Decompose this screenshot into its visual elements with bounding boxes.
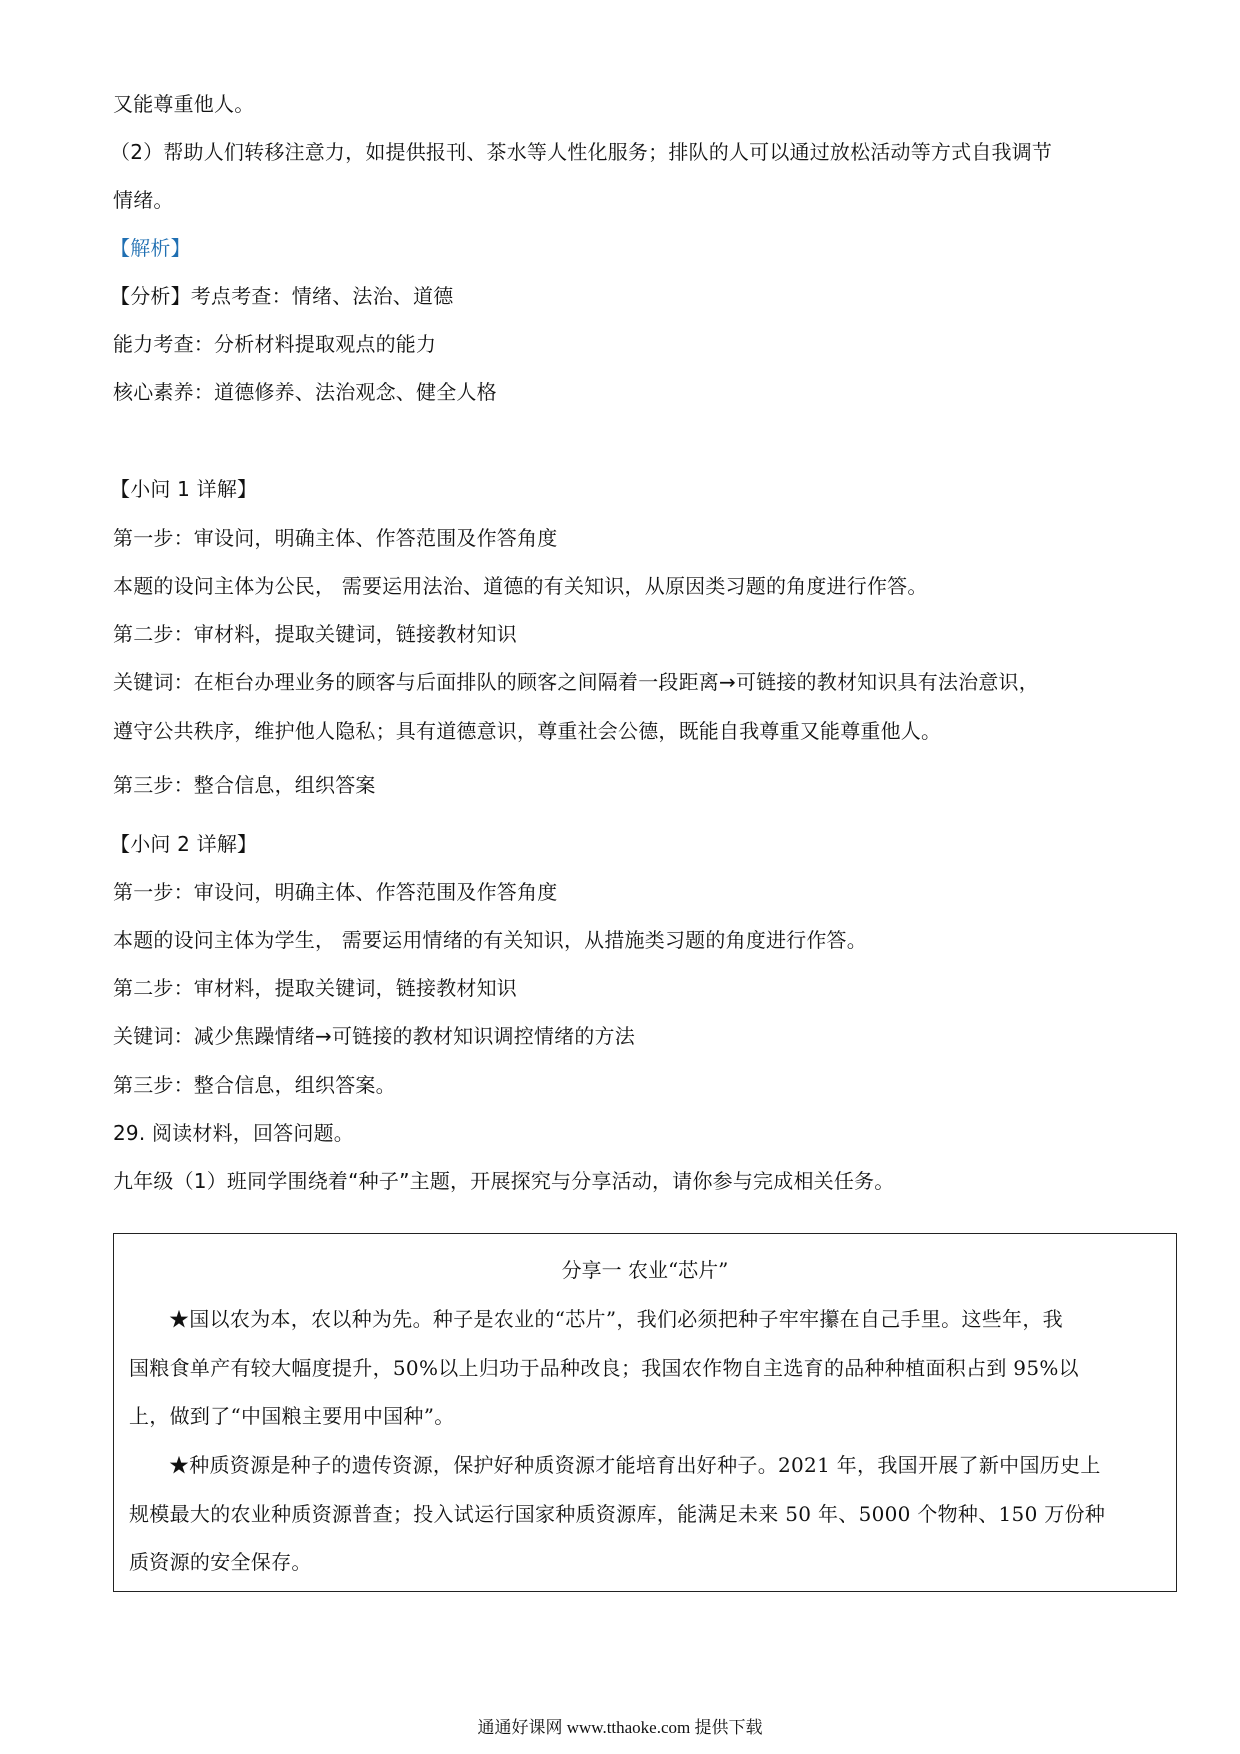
question-29-title: 29. 阅读材料，回答问题。 — [113, 1121, 354, 1145]
q2-keywords: 关键词：减少焦躁情绪→可链接的教材知识调控情绪的方法 — [113, 1024, 635, 1048]
q2-step3: 第三步：整合信息，组织答案。 — [113, 1073, 396, 1097]
q2-step1: 第一步：审设问，明确主体、作答范围及作答角度 — [113, 880, 558, 904]
q2-heading: 【小问 2 详解】 — [110, 832, 258, 856]
question-29-intro: 九年级（1）班同学围绕着“种子”主题，开展探究与分享活动，请你参与完成相关任务。 — [113, 1169, 895, 1193]
material-p2-line-1: ★种质资源是种子的遗传资源，保护好种质资源才能培育出好种子。2021 年，我国开展了新中国历史上 — [169, 1453, 1101, 1477]
q2-step2: 第二步：审材料，提取关键词，链接教材知识 — [113, 976, 517, 1000]
material-box-title: 分享一 农业“芯片” — [561, 1258, 729, 1282]
analysis-core: 核心素养：道德修养、法治观念、健全人格 — [113, 380, 497, 404]
q1-step1: 第一步：审设问，明确主体、作答范围及作答角度 — [113, 526, 558, 550]
q1-heading: 【小问 1 详解】 — [110, 477, 258, 501]
answer-line-1: 又能尊重他人。 — [113, 92, 255, 116]
analysis-kaodian: 【分析】考点考查：情绪、法治、道德 — [110, 284, 454, 308]
answer-line-3: 情绪。 — [113, 188, 174, 212]
answer-line-2: （2）帮助人们转移注意力，如提供报刊、茶水等人性化服务；排队的人可以通过放松活动等方式自我调节 — [110, 140, 1053, 164]
material-p2-line-3: 质资源的安全保存。 — [129, 1550, 312, 1574]
material-p1-line-2: 国粮食单产有较大幅度提升，50%以上归功于品种改良；我国农作物自主选育的品种种植面积占到 95%以 — [129, 1356, 1079, 1380]
material-box — [113, 1233, 1177, 1592]
analysis-ability: 能力考查：分析材料提取观点的能力 — [113, 332, 437, 356]
q1-step3: 第三步：整合信息，组织答案 — [113, 773, 376, 797]
q1-step1-detail: 本题的设问主体为公民， 需要运用法治、道德的有关知识，从原因类习题的角度进行作答。 — [113, 574, 928, 598]
material-p2-line-2: 规模最大的农业种质资源普查；投入试运行国家种质资源库，能满足未来 50 年、5000 个物种、150 万份种 — [129, 1502, 1106, 1526]
material-p1-line-1: ★国以农为本，农以种为先。种子是农业的“芯片”，我们必须把种子牢牢攥在自己手里。这些年，我 — [169, 1307, 1063, 1331]
material-p1-line-3: 上，做到了“中国粮主要用中国种”。 — [129, 1404, 455, 1428]
page-footer: 通通好课网 www.tthaoke.com 提供下载 — [477, 1718, 763, 1737]
q1-step2: 第二步：审材料，提取关键词，链接教材知识 — [113, 622, 517, 646]
jiexi-label: 【解析】 — [110, 236, 191, 260]
q2-step1-detail: 本题的设问主体为学生， 需要运用情绪的有关知识，从措施类习题的角度进行作答。 — [113, 928, 867, 952]
q1-keywords-b: 遵守公共秩序，维护他人隐私；具有道德意识，尊重社会公德，既能自我尊重又能尊重他人。 — [113, 719, 942, 743]
q1-keywords-a: 关键词：在柜台办理业务的顾客与后面排队的顾客之间隔着一段距离→可链接的教材知识具有法治意识， — [113, 670, 1039, 694]
